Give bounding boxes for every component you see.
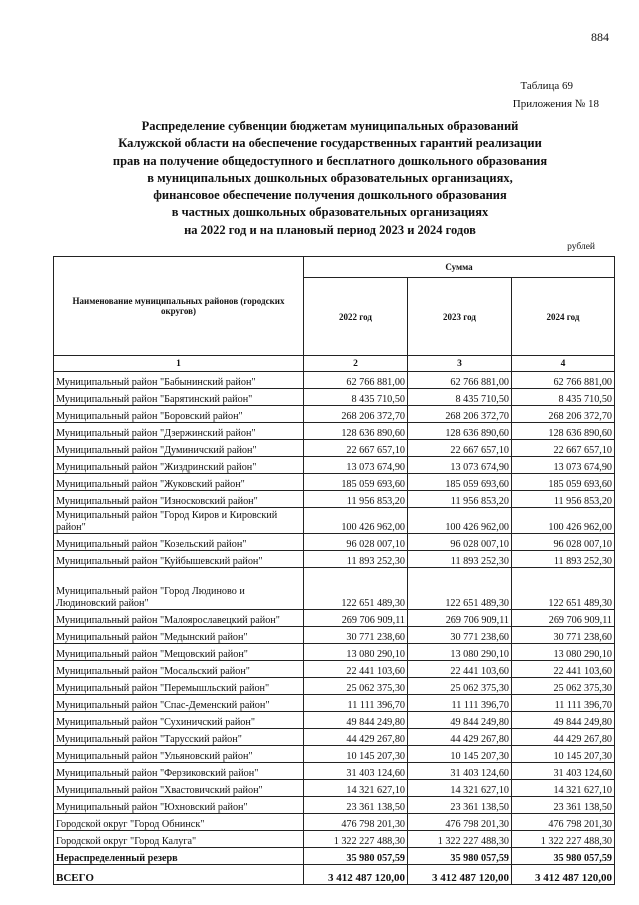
- row-name: Муниципальный район "Барятинский район": [54, 389, 304, 406]
- value-2024: 122 651 489,30: [512, 568, 615, 610]
- value-2022: 44 429 267,80: [304, 729, 408, 746]
- value-2022: 13 073 674,90: [304, 457, 408, 474]
- value-2023: 100 426 962,00: [408, 508, 512, 534]
- title-line: финансовое обеспечение получения дошкольного образования: [153, 188, 507, 203]
- value-2023: 185 059 693,60: [408, 474, 512, 491]
- value-2023: 30 771 238,60: [408, 627, 512, 644]
- row-name: Городской округ "Город Обнинск": [54, 814, 304, 831]
- value-2024: 11 111 396,70: [512, 695, 615, 712]
- row-name: Муниципальный район "Износковский район": [54, 491, 304, 508]
- reserve-row: [54, 848, 615, 865]
- table-row: [54, 389, 615, 406]
- column-header-sum: Сумма: [304, 257, 615, 278]
- value-2022: 100 426 962,00: [304, 508, 408, 534]
- table-row: [54, 661, 615, 678]
- row-name: Муниципальный район "Боровский район": [54, 406, 304, 423]
- value-2024: 22 441 103,60: [512, 661, 615, 678]
- value-2022: 31 403 124,60: [304, 763, 408, 780]
- value-2024: 185 059 693,60: [512, 474, 615, 491]
- value-2023: 35 980 057,59: [408, 848, 512, 865]
- units-label: рублей: [567, 242, 595, 252]
- value-2023: 128 636 890,60: [408, 423, 512, 440]
- table-row: [54, 423, 615, 440]
- table-row: [54, 440, 615, 457]
- value-2022: 11 956 853,20: [304, 491, 408, 508]
- value-2023: 8 435 710,50: [408, 389, 512, 406]
- value-2022: 11 111 396,70: [304, 695, 408, 712]
- value-2023: 22 441 103,60: [408, 661, 512, 678]
- value-2024: 128 636 890,60: [512, 423, 615, 440]
- value-2023: 49 844 249,80: [408, 712, 512, 729]
- row-name: Муниципальный район "Ульяновский район": [54, 746, 304, 763]
- table-row: [54, 474, 615, 491]
- row-name: Муниципальный район "Жиздринский район": [54, 457, 304, 474]
- value-2022: 1 322 227 488,30: [304, 831, 408, 848]
- column-index: 4: [512, 356, 615, 372]
- value-2022: 22 441 103,60: [304, 661, 408, 678]
- value-2024: 25 062 375,30: [512, 678, 615, 695]
- title-line: в частных дошкольных образовательных организациях: [171, 205, 489, 220]
- value-2024: 49 844 249,80: [512, 712, 615, 729]
- value-2023: 269 706 909,11: [408, 610, 512, 627]
- value-2023: 13 080 290,10: [408, 644, 512, 661]
- value-2024: 11 893 252,30: [512, 551, 615, 568]
- table-row: [54, 729, 615, 746]
- column-header-2024: 2024 год: [512, 278, 615, 356]
- value-2022: 3 412 487 120,00: [304, 865, 408, 885]
- value-2023: 268 206 372,70: [408, 406, 512, 423]
- row-name: Муниципальный район "Город Киров и Кировский район": [54, 508, 304, 534]
- row-name: Муниципальный район "Жуковский район": [54, 474, 304, 491]
- table-row: [54, 568, 615, 610]
- table-row: [54, 610, 615, 627]
- appendix-label: Приложения № 18: [512, 98, 599, 110]
- value-2024: 8 435 710,50: [512, 389, 615, 406]
- column-header-2022: 2022 год: [304, 278, 408, 356]
- table-row: [54, 491, 615, 508]
- column-index: 1: [54, 356, 304, 372]
- table-row: [54, 763, 615, 780]
- value-2023: 476 798 201,30: [408, 814, 512, 831]
- table-row: [54, 780, 615, 797]
- value-2024: 100 426 962,00: [512, 508, 615, 534]
- table-row: [54, 695, 615, 712]
- value-2023: 25 062 375,30: [408, 678, 512, 695]
- table-row: [54, 457, 615, 474]
- row-name: Муниципальный район "Малоярославецкий район": [54, 610, 304, 627]
- page-number: 884: [591, 30, 609, 44]
- table-row: [54, 797, 615, 814]
- value-2023: 11 111 396,70: [408, 695, 512, 712]
- row-name: Муниципальный район "Думиничский район": [54, 440, 304, 457]
- value-2024: 96 028 007,10: [512, 534, 615, 551]
- value-2022: 185 059 693,60: [304, 474, 408, 491]
- value-2023: 44 429 267,80: [408, 729, 512, 746]
- value-2024: 476 798 201,30: [512, 814, 615, 831]
- title-line: прав на получение общедоступного и бесплатного дошкольного образования: [112, 153, 548, 168]
- value-2024: 10 145 207,30: [512, 746, 615, 763]
- value-2024: 1 322 227 488,30: [512, 831, 615, 848]
- row-name: Муниципальный район "Козельский район": [54, 534, 304, 551]
- row-name: Муниципальный район "Город Людиново и Людиновский район": [54, 568, 304, 610]
- row-name: ВСЕГО: [54, 865, 304, 885]
- title-line: на 2022 год и на плановый период 2023 и 2024 годов: [184, 222, 476, 237]
- total-row: [54, 865, 615, 885]
- value-2022: 49 844 249,80: [304, 712, 408, 729]
- value-2022: 62 766 881,00: [304, 372, 408, 389]
- row-name: Городской округ "Город Калуга": [54, 831, 304, 848]
- value-2023: 22 667 657,10: [408, 440, 512, 457]
- value-2022: 35 980 057,59: [304, 848, 408, 865]
- row-name: Муниципальный район "Мосальский район": [54, 661, 304, 678]
- column-index: 3: [408, 356, 512, 372]
- value-2022: 96 028 007,10: [304, 534, 408, 551]
- row-name: Муниципальный район "Бабынинский район": [54, 372, 304, 389]
- value-2022: 23 361 138,50: [304, 797, 408, 814]
- table-row: [54, 746, 615, 763]
- value-2023: 96 028 007,10: [408, 534, 512, 551]
- table-row: [54, 644, 615, 661]
- value-2023: 62 766 881,00: [408, 372, 512, 389]
- value-2022: 122 651 489,30: [304, 568, 408, 610]
- value-2023: 31 403 124,60: [408, 763, 512, 780]
- column-header-name: Наименование муниципальных районов (городских округов): [54, 257, 304, 356]
- column-header-2023: 2023 год: [408, 278, 512, 356]
- table-row: [54, 508, 615, 534]
- value-2022: 14 321 627,10: [304, 780, 408, 797]
- table-row: [54, 534, 615, 551]
- value-2022: 476 798 201,30: [304, 814, 408, 831]
- row-name: Муниципальный район "Сухиничский район": [54, 712, 304, 729]
- document-title: [60, 118, 600, 239]
- row-name: Муниципальный район "Спас-Деменский район": [54, 695, 304, 712]
- table-row: [54, 831, 615, 848]
- value-2024: 44 429 267,80: [512, 729, 615, 746]
- value-2023: 23 361 138,50: [408, 797, 512, 814]
- value-2022: 13 080 290,10: [304, 644, 408, 661]
- table-label: Таблица 69: [520, 80, 573, 92]
- row-name: Муниципальный район "Ферзиковский район": [54, 763, 304, 780]
- value-2024: 31 403 124,60: [512, 763, 615, 780]
- value-2023: 1 322 227 488,30: [408, 831, 512, 848]
- title-line: Калужской области на обеспечение государственных гарантий реализации: [118, 136, 542, 151]
- value-2024: 13 073 674,90: [512, 457, 615, 474]
- row-name: Муниципальный район "Дзержинский район": [54, 423, 304, 440]
- value-2024: 23 361 138,50: [512, 797, 615, 814]
- table-row: [54, 406, 615, 423]
- row-name: Муниципальный район "Тарусский район": [54, 729, 304, 746]
- value-2023: 10 145 207,30: [408, 746, 512, 763]
- value-2022: 8 435 710,50: [304, 389, 408, 406]
- value-2022: 269 706 909,11: [304, 610, 408, 627]
- value-2024: 14 321 627,10: [512, 780, 615, 797]
- column-index: 2: [304, 356, 408, 372]
- value-2023: 122 651 489,30: [408, 568, 512, 610]
- value-2023: 14 321 627,10: [408, 780, 512, 797]
- value-2024: 268 206 372,70: [512, 406, 615, 423]
- value-2022: 128 636 890,60: [304, 423, 408, 440]
- value-2024: 22 667 657,10: [512, 440, 615, 457]
- table-row: [54, 678, 615, 695]
- row-name: Муниципальный район "Мещовский район": [54, 644, 304, 661]
- row-name: Муниципальный район "Медынский район": [54, 627, 304, 644]
- title-line: Распределение субвенции бюджетам муниципальных образований: [141, 119, 519, 133]
- value-2024: 62 766 881,00: [512, 372, 615, 389]
- value-2024: 30 771 238,60: [512, 627, 615, 644]
- table-row: [54, 712, 615, 729]
- value-2022: 25 062 375,30: [304, 678, 408, 695]
- table-row: [54, 627, 615, 644]
- value-2024: 269 706 909,11: [512, 610, 615, 627]
- row-name: Муниципальный район "Куйбышевский район": [54, 551, 304, 568]
- value-2023: 11 893 252,30: [408, 551, 512, 568]
- value-2024: 3 412 487 120,00: [512, 865, 615, 885]
- table-row: [54, 551, 615, 568]
- row-name: Муниципальный район "Хвастовичский район": [54, 780, 304, 797]
- table-row: [54, 372, 615, 389]
- value-2023: 11 956 853,20: [408, 491, 512, 508]
- value-2022: 268 206 372,70: [304, 406, 408, 423]
- distribution-table: [53, 256, 615, 885]
- value-2022: 22 667 657,10: [304, 440, 408, 457]
- value-2024: 13 080 290,10: [512, 644, 615, 661]
- value-2024: 35 980 057,59: [512, 848, 615, 865]
- value-2022: 11 893 252,30: [304, 551, 408, 568]
- value-2022: 10 145 207,30: [304, 746, 408, 763]
- table-row: [54, 814, 615, 831]
- row-name: Муниципальный район "Юхновский район": [54, 797, 304, 814]
- row-name: Нераспределенный резерв: [54, 848, 304, 865]
- title-line: в муниципальных дошкольных образовательных организациях,: [147, 170, 513, 185]
- value-2024: 11 956 853,20: [512, 491, 615, 508]
- value-2023: 3 412 487 120,00: [408, 865, 512, 885]
- row-name: Муниципальный район "Перемышльский район": [54, 678, 304, 695]
- value-2022: 30 771 238,60: [304, 627, 408, 644]
- value-2023: 13 073 674,90: [408, 457, 512, 474]
